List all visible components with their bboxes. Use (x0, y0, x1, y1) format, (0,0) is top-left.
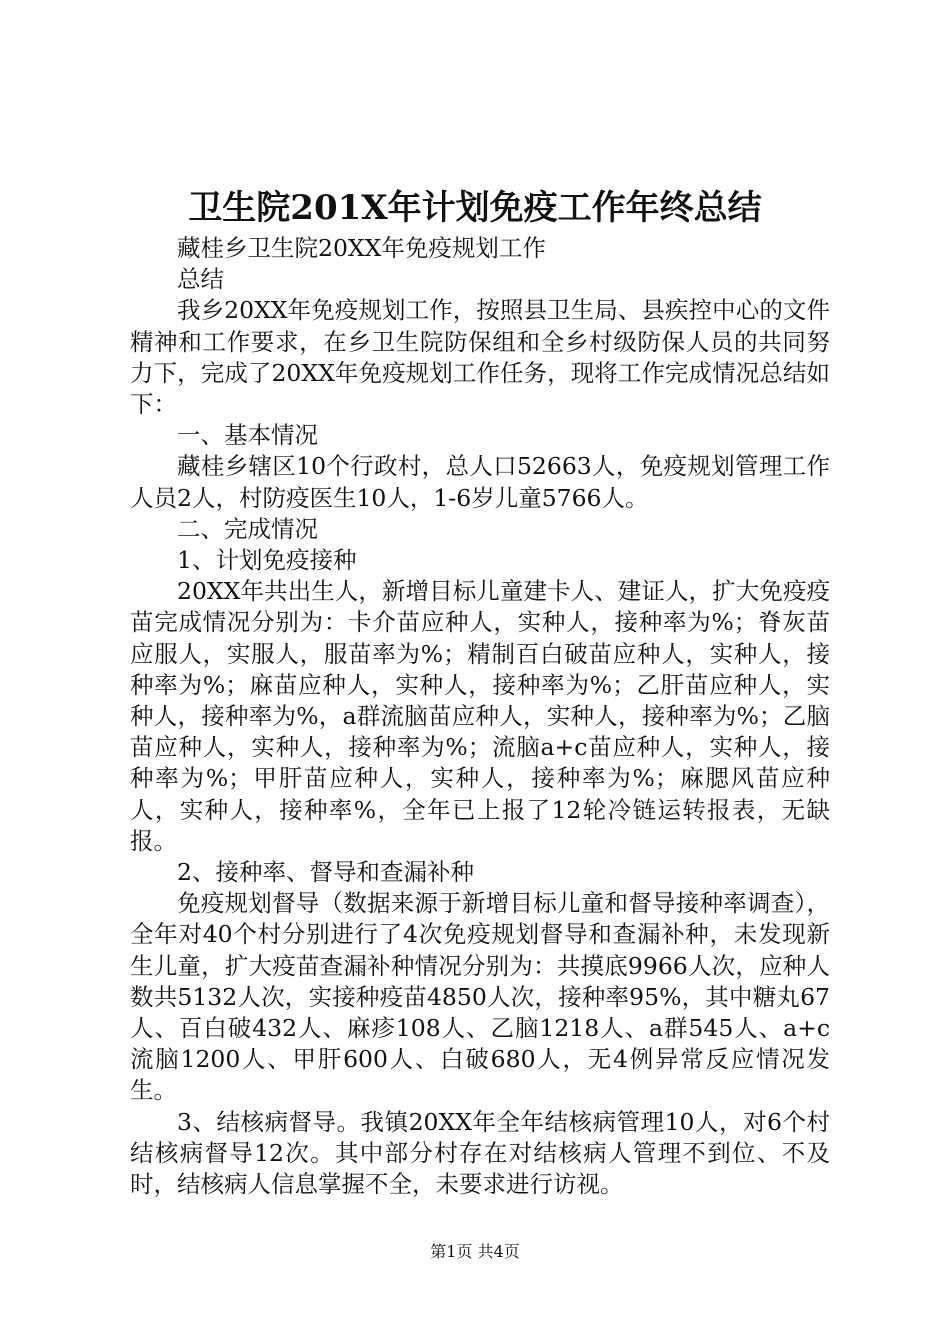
intro-paragraph: 我乡20XX年免疫规划工作，按照县卫生局、县疾控中心的文件精神和工作要求，在乡卫生院防保组和全乡村级防保人员的共同努力下，完成了20XX年免疫规划工作任务，现将工作完成情况总结如下： (130, 296, 830, 419)
basic-info-paragraph: 藏桂乡辖区10个行政村，总人口52663人，免疫规划管理工作人员2人，村防疫医生10人，1-6岁儿童5766人。 (130, 452, 830, 512)
document-body (130, 233, 830, 1200)
subsection-heading-immunization: 1、计划免疫接种 (177, 546, 357, 575)
immunization-paragraph: 20XX年共出生人，新增目标儿童建卡人、建证人，扩大免疫疫苗完成情况分别为：卡介苗应种人，实种人，接种率为%；脊灰苗应服人，实服人，服苗率为%；精制百白破苗应种人，实种人，接种率为%；麻苗应种人，实种人，接种率为%；乙肝苗应种人，实种人，接种率为%，a群流脑苗应种人，实种人，接种率为%；乙脑苗应种人，实种人，接种率为%；流脑a+c苗应种人，实种人，接种率为%；甲肝苗应种人，实种人，接种率为%；麻腮风苗应种人，实种人，接种率%，全年已上报了12轮冷链运转报表，无缺报。 (130, 577, 830, 855)
tuberculosis-paragraph: 3、结核病督导。我镇20XX年全年结核病管理10人，对6个村结核病督导12次。其中部分村存在对结核病人管理不到位、不及时，结核病人信息掌握不全，未要求进行访视。 (130, 1107, 830, 1199)
page-footer: 第1页 共4页 (430, 1242, 520, 1261)
subtitle-line-1: 藏桂乡卫生院20XX年免疫规划工作 (177, 234, 546, 262)
section-heading-basic: 一、基本情况 (177, 421, 318, 450)
section-heading-completion: 二、完成情况 (177, 514, 318, 543)
document-title: 卫生院201X年计划免疫工作年终总结 (188, 188, 762, 228)
supervision-paragraph: 免疫规划督导（数据来源于新增目标儿童和督导接种率调查），全年对40个村分别进行了4次免疫规划督导和查漏补种，未发现新生儿童，扩大疫苗查漏补种情况分别为：共摸底9966人次，应种人数共5132人次，实接种疫苗4850人次，接种率95%，其中糖丸67人、百白破432人、麻疹108人、乙脑1218人、a群545人、a+c流脑1200人、甲肝600人、白破680人，无4例异常反应情况发生。 (130, 889, 830, 1105)
subtitle-line-2: 总结 (177, 265, 224, 294)
subsection-heading-supervision: 2、接种率、督导和查漏补种 (177, 858, 474, 887)
